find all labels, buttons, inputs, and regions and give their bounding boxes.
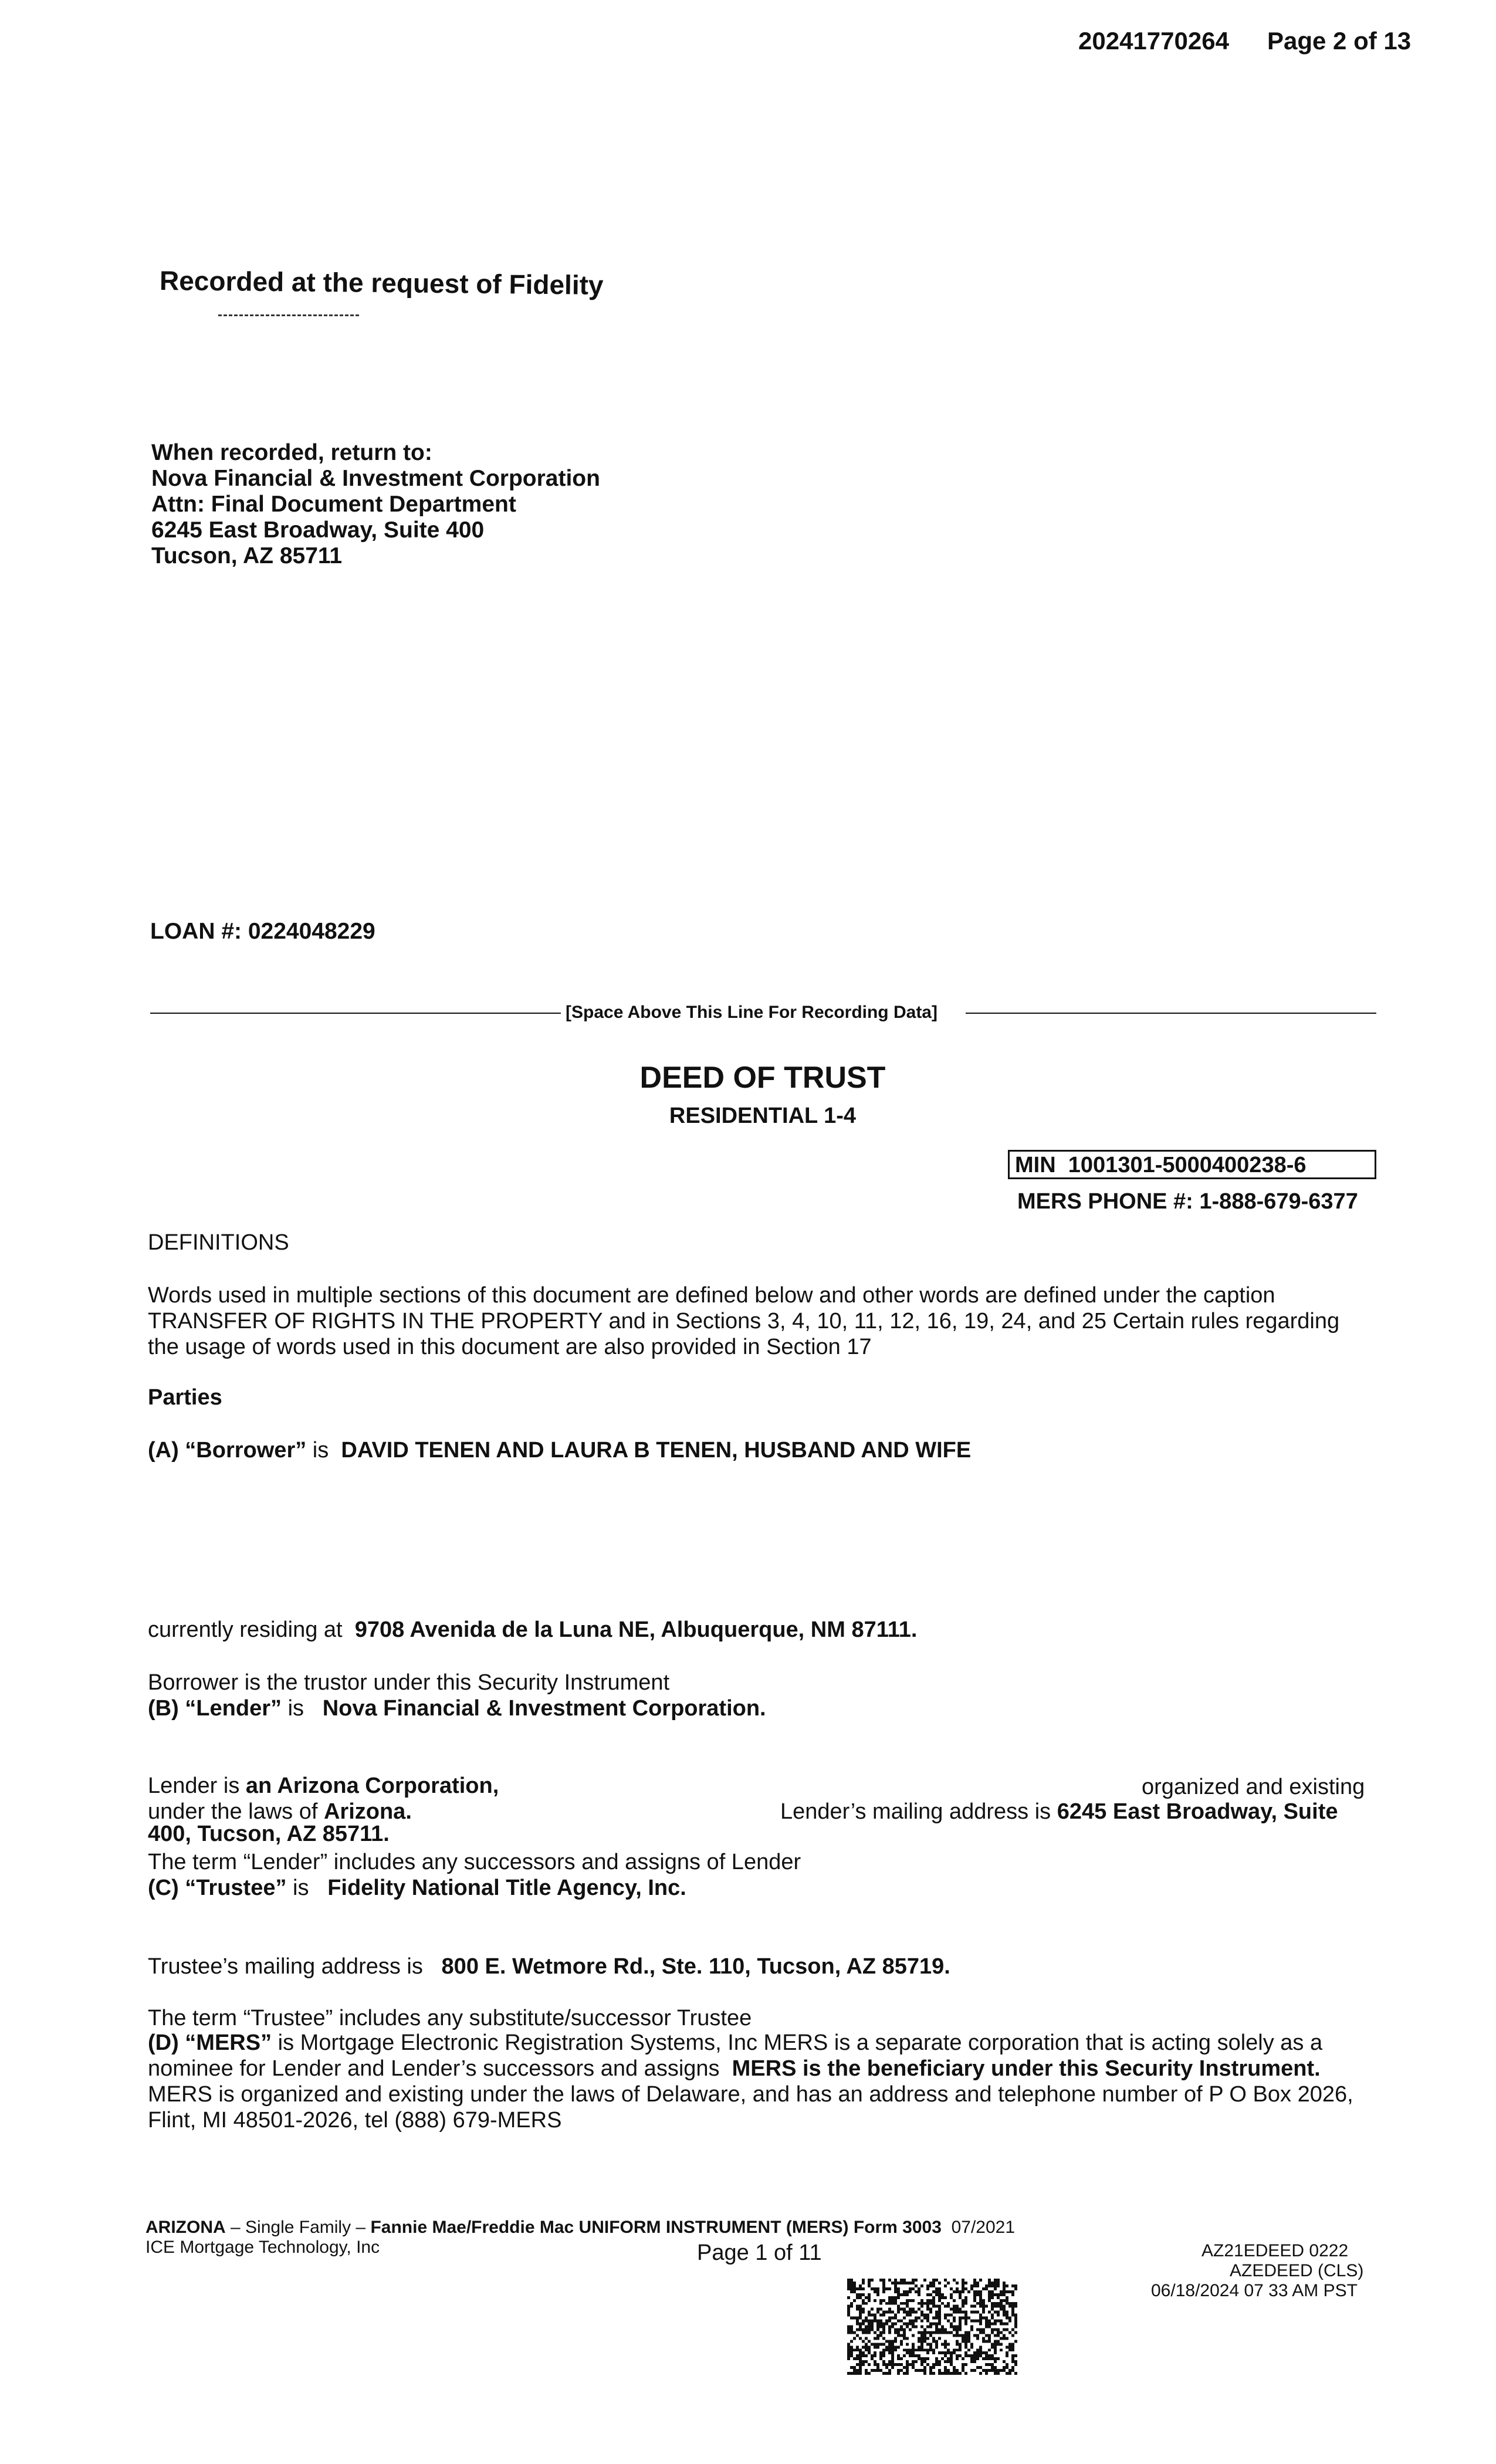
mers-phone-value: 1-888-679-6377 bbox=[1199, 1189, 1358, 1214]
under-laws-state: Arizona. bbox=[323, 1799, 412, 1824]
lender-entity: an Arizona Corporation, bbox=[245, 1773, 499, 1798]
return-line: Tucson, AZ 85711 bbox=[151, 543, 343, 568]
footer-form-type: – Single Family – bbox=[231, 2218, 366, 2237]
footer-state: ARIZONA bbox=[145, 2218, 226, 2237]
term-trustee: The term “Trustee” includes any substitute/successor Trustee bbox=[148, 2006, 752, 2030]
lender-mailing-address-cont: 400, Tucson, AZ 85711. bbox=[148, 1822, 390, 1846]
definitions-heading: DEFINITIONS bbox=[148, 1230, 289, 1255]
mers-phone bbox=[1017, 1189, 1358, 1214]
trustee-is: is bbox=[293, 1876, 309, 1900]
lender-line bbox=[148, 1695, 766, 1721]
lender-entity-line bbox=[148, 1773, 499, 1799]
definitions-intro: Words used in multiple sections of this document are defined below and other words are defined under the caption TRANSFER OF RIGHTS IN THE PROPERTY and in Sections 3, 4, 10, 11, 12, 16, 19, 24, and 25 Certain rules regarding the usage of words used in this document are also provided in Section 17 bbox=[148, 1283, 1340, 1359]
mers-text-1: is Mortgage Electronic Registration Systems, Inc MERS is a separate corporation that is acting solely as a nominee for Lender and Lender’s successors and assigns bbox=[148, 2030, 1323, 2081]
lender-mailing-line bbox=[780, 1799, 1338, 1825]
borrower-name: DAVID TENEN AND LAURA B TENEN, HUSBAND AND WIFE bbox=[341, 1438, 972, 1463]
loan-value: 0224048229 bbox=[248, 919, 375, 944]
mers-phone-label: MERS PHONE #: bbox=[1017, 1189, 1193, 1214]
trustor-sentence: Borrower is the trustor under this Security Instrument bbox=[148, 1670, 670, 1695]
trustee-mailing-line bbox=[148, 1954, 950, 1979]
parties-heading: Parties bbox=[148, 1385, 222, 1410]
space-above-label: [Space Above This Line For Recording Data] bbox=[566, 1003, 937, 1022]
document-subtitle: RESIDENTIAL 1-4 bbox=[669, 1104, 857, 1128]
return-address-block bbox=[151, 440, 600, 569]
under-laws-label: under the laws of bbox=[148, 1799, 318, 1824]
recording-number: 20241770264 bbox=[1078, 27, 1229, 55]
residing-address: 9708 Avenida de la Luna NE, Albuquerque, NM 87111. bbox=[354, 1617, 918, 1642]
footer-page-number: Page 1 of 11 bbox=[697, 2240, 822, 2265]
organized-existing: organized and existing bbox=[1142, 1775, 1365, 1799]
borrower-label: (A) “Borrower” bbox=[148, 1438, 307, 1463]
lender-is: is bbox=[287, 1696, 304, 1721]
footer-form-line bbox=[145, 2218, 1015, 2238]
return-line: Attn: Final Document Department bbox=[151, 492, 516, 517]
trustee-label: (C) “Trustee” bbox=[148, 1876, 287, 1900]
loan-number bbox=[150, 919, 375, 945]
borrower-is: is bbox=[312, 1438, 329, 1463]
footer-timestamp: 06/18/2024 07 33 AM PST bbox=[1151, 2281, 1358, 2300]
borrower-line bbox=[148, 1437, 971, 1463]
footer-vendor: ICE Mortgage Technology, Inc bbox=[145, 2238, 380, 2257]
residence-line bbox=[148, 1617, 917, 1643]
recorded-request-stamp: Recorded at the request of Fidelity bbox=[159, 265, 604, 300]
stamp-underline bbox=[218, 314, 359, 316]
lender-label: (B) “Lender” bbox=[148, 1696, 282, 1721]
document-title: DEED OF TRUST bbox=[639, 1061, 886, 1095]
recording-divider-left bbox=[150, 1013, 561, 1014]
term-lender: The term “Lender” includes any successors and assigns of Lender bbox=[148, 1850, 801, 1874]
return-heading: When recorded, return to: bbox=[151, 440, 432, 465]
footer-code-2: AZEDEED (CLS) bbox=[1230, 2261, 1364, 2280]
return-line: Nova Financial & Investment Corporation bbox=[151, 466, 600, 491]
footer-form-name: Fannie Mae/Freddie Mac UNIFORM INSTRUMENT (MERS) Form 3003 bbox=[370, 2218, 942, 2237]
mers-beneficiary: MERS is the beneficiary under this Security Instrument. bbox=[732, 2056, 1321, 2081]
min-value: 1001301-5000400238-6 bbox=[1068, 1153, 1307, 1177]
lender-is-label: Lender is bbox=[148, 1773, 240, 1798]
footer-form-date: 07/2021 bbox=[951, 2218, 1016, 2237]
trustee-line bbox=[148, 1875, 686, 1901]
lender-mailing-label: Lender’s mailing address is bbox=[780, 1799, 1051, 1824]
trustee-mailing-address: 800 E. Wetmore Rd., Ste. 110, Tucson, AZ 85719. bbox=[441, 1954, 950, 1979]
mers-label: (D) “MERS” bbox=[148, 2030, 272, 2055]
return-line: 6245 East Broadway, Suite 400 bbox=[151, 517, 485, 543]
barcode-icon bbox=[847, 2279, 1017, 2375]
footer-code-1: AZ21EDEED 0222 bbox=[1201, 2241, 1349, 2260]
lender-mailing-address: 6245 East Broadway, Suite bbox=[1057, 1799, 1338, 1824]
min-number bbox=[1015, 1152, 1307, 1178]
mers-text-2: MERS is organized and existing under the laws of Delaware, and has an address and telephone number of P O Box 2026, Flint, MI 48501-2026, tel (888) 679-MERS bbox=[148, 2082, 1353, 2133]
loan-label: LOAN #: bbox=[150, 919, 242, 944]
trustee-name: Fidelity National Title Agency, Inc. bbox=[327, 1876, 686, 1900]
mers-paragraph bbox=[148, 2030, 1375, 2133]
lender-name: Nova Financial & Investment Corporation. bbox=[322, 1696, 766, 1721]
min-label: MIN bbox=[1015, 1153, 1056, 1177]
residing-label: currently residing at bbox=[148, 1617, 343, 1642]
trustee-mailing-label: Trustee’s mailing address is bbox=[148, 1954, 423, 1979]
recording-divider-right bbox=[966, 1013, 1376, 1014]
page-indicator: Page 2 of 13 bbox=[1267, 27, 1412, 55]
